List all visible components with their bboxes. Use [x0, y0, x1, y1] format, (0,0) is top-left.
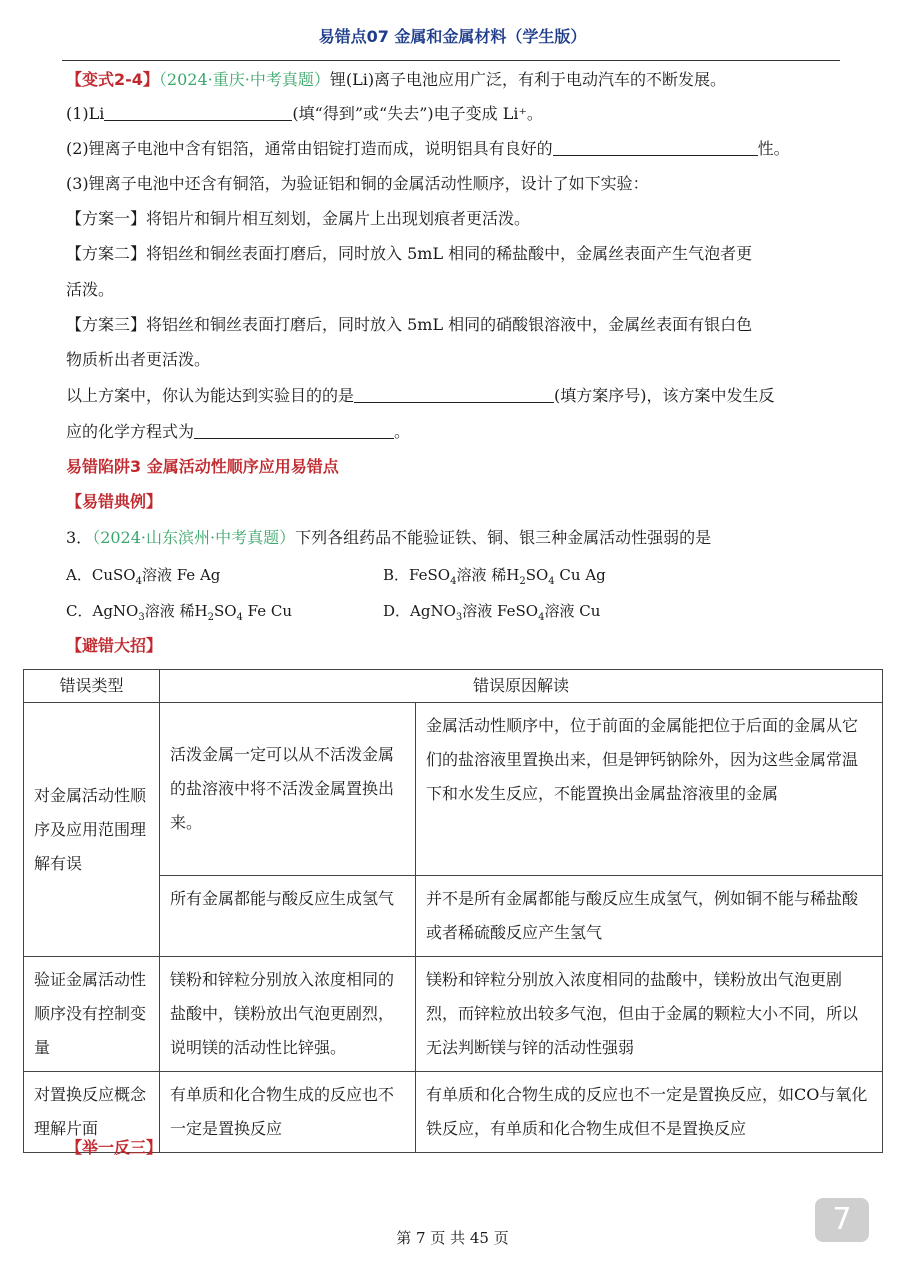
header-rule: [62, 60, 840, 61]
variant-label: 【变式2-4】: [66, 70, 159, 89]
plan-3-line-1: 【方案三】将铝丝和铜丝表面打磨后，同时放入 5mL 相同的硝酸银溶液中，金属丝表面有银白色: [66, 315, 753, 334]
option-rest: 溶液 Cu: [544, 602, 601, 620]
subscript: 2: [207, 612, 214, 623]
subscript: 2: [519, 576, 526, 587]
tips-label: 【避错大招】: [66, 636, 163, 655]
variant-source: （2024·重庆·中考真题）: [158, 70, 330, 89]
variant-intro: 锂(Li)离子电池应用广泛，有利于电动汽车的不断发展。: [329, 70, 727, 89]
q2-prefix: (2)锂离子电池中含有铝箔，通常由铝锭打造而成，说明铝具有良好的: [66, 139, 553, 158]
option-letter: B．: [383, 566, 410, 584]
answer-blank-4[interactable]: [194, 422, 394, 439]
option-letter: D．: [383, 602, 411, 620]
option-letter: A．: [66, 566, 92, 584]
question-number: 3．: [66, 528, 93, 547]
option-mid: 溶液 FeSO: [462, 602, 539, 620]
trap-title: 易错陷阱3 金属活动性顺序应用易错点: [66, 457, 339, 476]
ask2-prefix: 应的化学方程式为: [66, 422, 195, 441]
ask-prefix: 以上方案中，你认为能达到实验目的的是: [66, 386, 355, 405]
subscript: 4: [236, 612, 243, 623]
formula: CuSO: [91, 566, 136, 584]
option-mid: 溶液 稀H: [144, 602, 208, 620]
option-mid2: SO: [525, 566, 549, 584]
page-badge: 7: [815, 1198, 869, 1242]
option-rest: Fe Cu: [242, 602, 293, 620]
plan-1: 【方案一】将铝片和铜片相互刻划，金属片上出现划痕者更活泼。: [66, 209, 531, 228]
question-stem: 下列各组药品不能验证铁、铜、银三种金属活动性强弱的是: [295, 528, 712, 547]
option-rest: Cu Ag: [554, 566, 606, 584]
q1-suffix: (填“得到”或“失去”)电子变成 Li⁺。: [292, 104, 543, 123]
row2-type: 验证金属活动性顺序没有控制变量: [24, 957, 160, 1072]
question-3-stem: [66, 527, 711, 549]
ask-line-2: [66, 421, 410, 443]
subscript: 4: [450, 576, 457, 587]
answer-blank-2[interactable]: [553, 139, 758, 156]
option-mid: 溶液 稀H: [456, 566, 520, 584]
subscript: 4: [135, 576, 142, 587]
header-reason: 错误原因解读: [160, 670, 883, 703]
q1-prefix: (1)Li: [66, 104, 105, 123]
formula: AgNO: [92, 602, 139, 620]
option-c[interactable]: [66, 600, 292, 623]
subscript: 3: [138, 612, 145, 623]
option-rest: 溶液 Fe Ag: [141, 566, 221, 584]
error-table: [23, 669, 883, 1153]
row3-type: 对置换反应概念理解片面: [24, 1072, 160, 1153]
question-source: （2024·山东滨州·中考真题）: [92, 528, 296, 547]
plan-3-line-2: 物质析出者更活泼。: [66, 350, 211, 369]
option-a[interactable]: [66, 564, 220, 587]
row2-claim: 镁粉和锌粒分别放入浓度相同的盐酸中，镁粉放出气泡更剧烈，说明镁的活动性比锌强。: [160, 957, 416, 1072]
question-3-line: (3)锂离子电池中还含有铜箔，为验证铝和铜的金属活动性顺序，设计了如下实验：: [66, 174, 649, 193]
q2-suffix: 性。: [757, 139, 790, 158]
formula: FeSO: [409, 566, 451, 584]
variant-line: [66, 69, 726, 91]
page-header-title: 易错点07 金属和金属材料（学生版）: [318, 27, 587, 46]
question-2-line: [66, 138, 790, 160]
question-1-line: [66, 103, 543, 125]
subscript: 4: [548, 576, 555, 587]
row3-claim: 有单质和化合物生成的反应也不一定是置换反应: [160, 1072, 416, 1153]
ask-suffix: (填方案序号)，该方案中发生反: [554, 386, 775, 405]
ask2-suffix: 。: [394, 422, 411, 441]
subscript: 3: [455, 612, 463, 623]
answer-blank-1[interactable]: [104, 104, 292, 121]
option-d[interactable]: [383, 600, 600, 623]
header-type: 错误类型: [24, 670, 160, 703]
row1a-reason: 金属活动性顺序中，位于前面的金属能把位于后面的金属从它们的盐溶液里置换出来，但是钾钙钠除外，因为这些金属常温下和水发生反应，不能置换出金属盐溶液里的金属: [416, 703, 883, 876]
example-label: 【易错典例】: [66, 492, 163, 511]
practice-label: 【举一反三】: [66, 1138, 163, 1157]
plan-2-line-1: 【方案二】将铝丝和铜丝表面打磨后，同时放入 5mL 相同的稀盐酸中，金属丝表面产生气泡者更: [66, 244, 753, 263]
option-b[interactable]: [383, 564, 606, 587]
row1b-reason: 并不是所有金属都能与酸反应生成氢气，例如铜不能与稀盐酸或者稀硫酸反应产生氢气: [416, 876, 883, 957]
page-number: 第 7 页 共 45 页: [396, 1229, 509, 1247]
option-letter: C．: [66, 602, 93, 620]
option-mid2: SO: [213, 602, 237, 620]
row1-type: 对金属活动性顺序及应用范围理解有误: [24, 703, 160, 957]
ask-line-1: [66, 385, 775, 407]
formula: AgNO: [410, 602, 456, 620]
row1b-claim: 所有金属都能与酸反应生成氢气: [160, 876, 416, 957]
row3-reason: 有单质和化合物生成的反应也不一定是置换反应，如CO与氧化铁反应，有单质和化合物生成但不是置换反应: [416, 1072, 883, 1153]
row1a-claim: 活泼金属一定可以从不活泼金属的盐溶液中将不活泼金属置换出来。: [160, 703, 416, 876]
answer-blank-3[interactable]: [354, 386, 554, 403]
subscript: 4: [538, 612, 545, 623]
plan-2-line-2: 活泼。: [66, 280, 115, 299]
row2-reason: 镁粉和锌粒分别放入浓度相同的盐酸中，镁粉放出气泡更剧烈，而锌粒放出较多气泡，但由于金属的颗粒大小不同，所以无法判断镁与锌的活动性强弱: [416, 957, 883, 1072]
